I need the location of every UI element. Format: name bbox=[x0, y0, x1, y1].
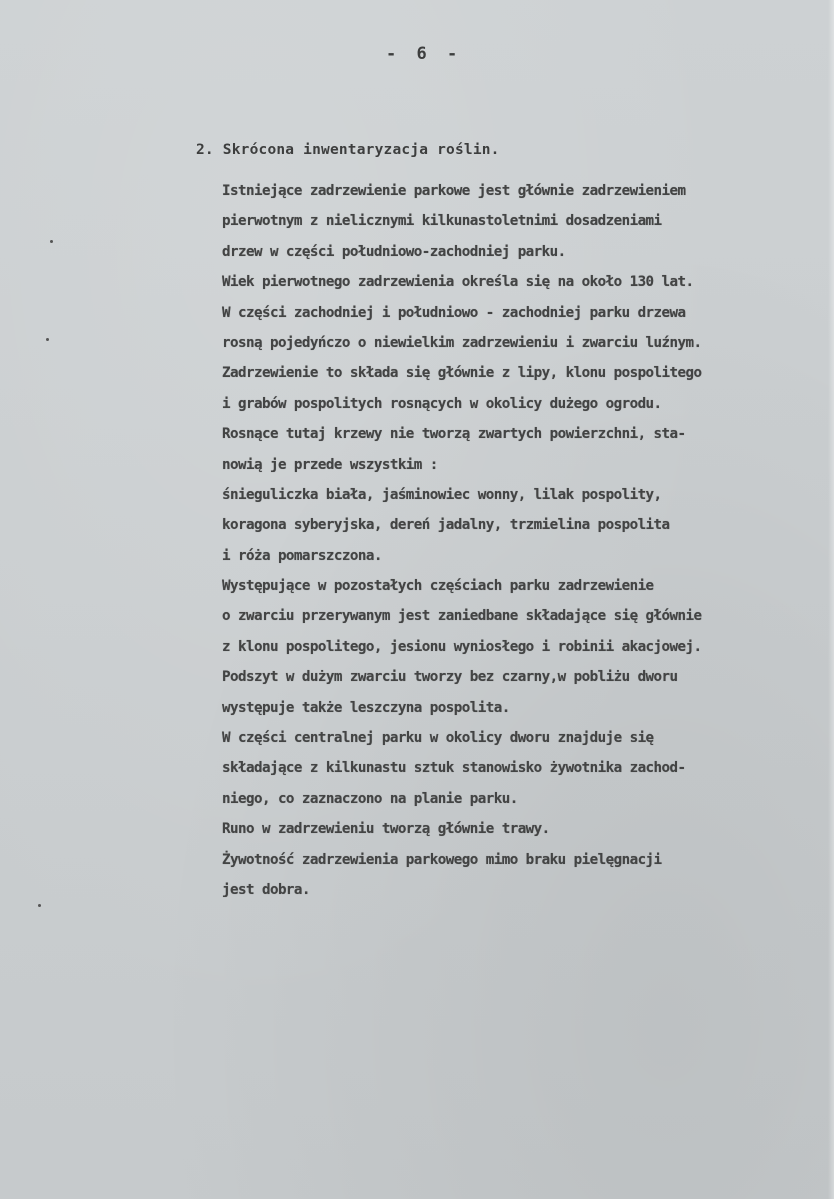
body-line: Występujące w pozostałych częściach parku zadrzewienie bbox=[222, 578, 654, 595]
body-line: Runo w zadrzewieniu tworzą głównie trawy. bbox=[222, 821, 550, 838]
body-line: z klonu pospolitego, jesionu wyniosłego i robinii akacjowej. bbox=[222, 638, 702, 655]
paper-edge bbox=[828, 0, 834, 1199]
body-line: W części centralnej parku w okolicy dworu znajduje się bbox=[222, 730, 654, 747]
margin-mark bbox=[46, 338, 49, 341]
margin-mark bbox=[50, 240, 53, 243]
body-line: Rosnące tutaj krzewy nie tworzą zwartych powierzchni, sta- bbox=[222, 426, 686, 443]
page-number: - 6 - bbox=[386, 44, 463, 64]
body-line: Żywotność zadrzewienia parkowego mimo braku pielęgnacji bbox=[222, 851, 662, 868]
section-body bbox=[222, 176, 826, 905]
body-line: rosną pojedyńczo o niewielkim zadrzewieniu i zwarciu luźnym. bbox=[222, 334, 702, 351]
body-line: niego, co zaznaczono na planie parku. bbox=[222, 790, 518, 807]
body-line: Wiek pierwotnego zadrzewienia określa się na około 130 lat. bbox=[222, 274, 694, 291]
body-line: i grabów pospolitych rosnących w okolicy dużego ogrodu. bbox=[222, 395, 662, 412]
section-heading: 2. Skrócona inwentaryzacja roślin. bbox=[196, 142, 500, 158]
body-line: koragona syberyjska, dereń jadalny, trzmielina pospolita bbox=[222, 517, 670, 534]
body-line: o zwarciu przerywanym jest zaniedbane składające się głównie bbox=[222, 608, 702, 625]
body-line: pierwotnym z nielicznymi kilkunastoletnimi dosadzeniami bbox=[222, 213, 662, 230]
body-line: drzew w części południowo-zachodniej parku. bbox=[222, 243, 566, 260]
body-line: śnieguliczka biała, jaśminowiec wonny, lilak pospolity, bbox=[222, 486, 662, 503]
body-line: Zadrzewienie to składa się głównie z lipy, klonu pospolitego bbox=[222, 365, 702, 382]
body-line: nowią je przede wszystkim : bbox=[222, 456, 438, 473]
body-line: występuje także leszczyna pospolita. bbox=[222, 699, 510, 716]
body-line: składające z kilkunastu sztuk stanowisko żywotnika zachod- bbox=[222, 760, 686, 777]
body-line: W części zachodniej i południowo - zachodniej parku drzewa bbox=[222, 304, 686, 321]
body-line: Podszyt w dużym zwarciu tworzy bez czarny,w pobliżu dworu bbox=[222, 669, 678, 686]
body-line: i róża pomarszczona. bbox=[222, 547, 382, 564]
body-line: Istniejące zadrzewienie parkowe jest głównie zadrzewieniem bbox=[222, 183, 686, 199]
body-line: jest dobra. bbox=[222, 881, 310, 898]
margin-mark bbox=[38, 904, 41, 907]
